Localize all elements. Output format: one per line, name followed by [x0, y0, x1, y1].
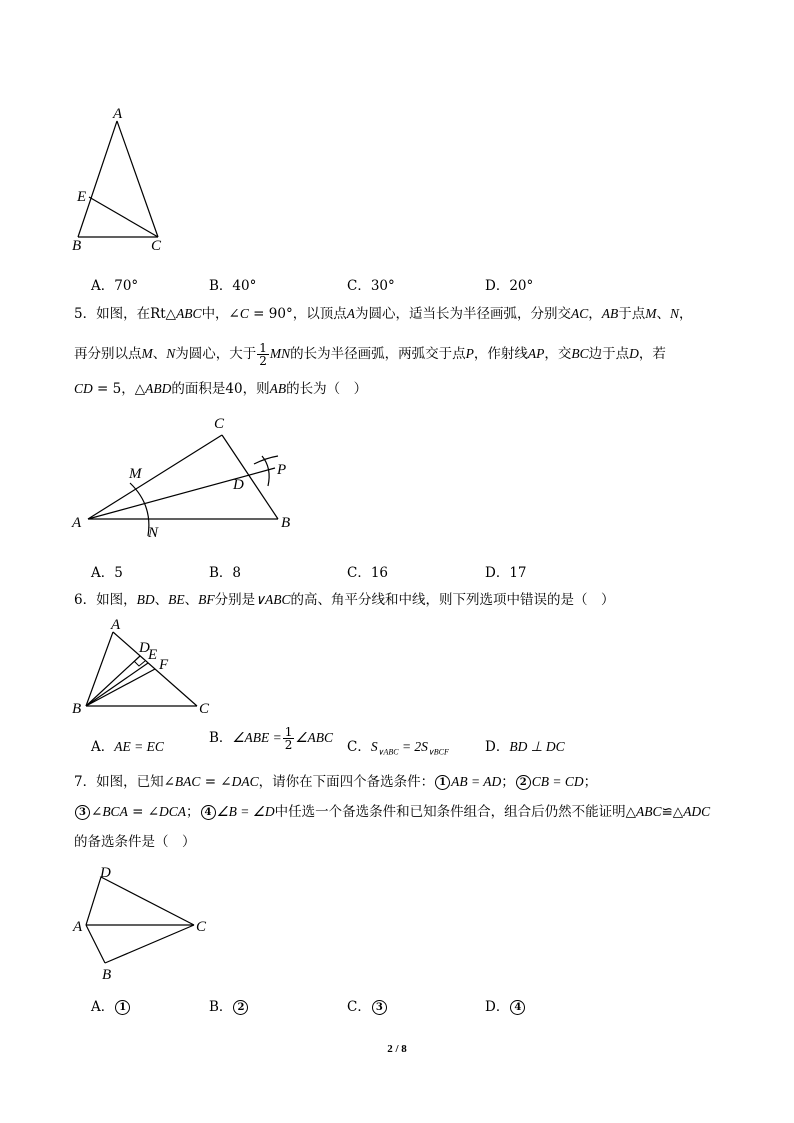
q5-label-m: M — [129, 466, 142, 482]
page-number: 2 / 8 — [387, 1043, 407, 1055]
circled-1-option: 1 — [115, 1000, 130, 1015]
q5-line-3: CD = 5，△ABD的面积是40，则AB的长为（ ） — [74, 381, 368, 397]
q7-option-c[interactable]: C． 3 — [347, 995, 388, 1015]
q4-option-a[interactable]: A．70° — [91, 278, 139, 294]
q4-label-e: E — [77, 189, 87, 205]
q4-label-a: A — [113, 106, 123, 122]
q4-option-b[interactable]: B．40° — [209, 278, 257, 294]
q6-label-c: C — [199, 701, 210, 717]
q6-option-c[interactable]: C．$S_{\vee ABC} = 2S_{\vee BCF}$ — [347, 739, 449, 757]
q5-option-b[interactable]: B．8 — [209, 565, 242, 581]
circled-2: 2 — [516, 775, 531, 790]
q5-fraction: $\frac{1}{2}$ — [259, 341, 267, 368]
q6-label-d: D — [139, 640, 150, 656]
q7-option-a[interactable]: A． 1 — [91, 995, 131, 1015]
q4-option-d[interactable]: D．20° — [485, 278, 534, 294]
q5-label-a: A — [72, 515, 82, 531]
q4-label-c: C — [151, 238, 162, 254]
circled-4: 4 — [201, 805, 216, 820]
q6-option-d[interactable]: D．BD ⊥ DC — [485, 739, 565, 755]
q5-label-d: D — [233, 477, 244, 493]
q6-question: 6．如图，BD、BE、BF分别是∨ABC的高、角平分线和中线，则下列选项中错误的是（ ） — [74, 592, 615, 608]
q7-line-2: 3 ∠BCA = ∠DCA； 4 ∠B = ∠D中任选一个备选条件和已知条件组合，组合后仍然不能证明△ABC≌△ADC — [74, 802, 710, 822]
circled-4-option: 4 — [510, 1000, 525, 1015]
q6-label-e: E — [148, 647, 158, 663]
q7-label-a: A — [73, 919, 83, 935]
q6-figure — [60, 612, 220, 722]
q7-label-b: B — [102, 967, 112, 983]
q7-option-b[interactable]: B． 2 — [209, 995, 249, 1015]
q5-label-c: C — [214, 416, 225, 432]
q7-label-c: C — [196, 919, 207, 935]
q5-figure — [60, 410, 310, 545]
q7-line-1: 7．如图，已知∠BAC = ∠DAC，请你在下面四个备选条件： 1 AB = AD； 2 CB = CD； — [74, 774, 598, 790]
q5-option-d[interactable]: D．17 — [485, 565, 527, 581]
q7-label-d: D — [100, 865, 111, 881]
q5-line-1: 5．如图，在Rt△ABC中，∠C = 90°，以顶点A为圆心，适当长为半径画弧，分别交AC，AB于点M、N， — [74, 306, 693, 322]
q5-label-p: P — [277, 462, 287, 478]
q6-label-f: F — [159, 657, 169, 673]
q5-line-2: 再分别以点M、N为圆心，大于 $\frac{1}{2}$ MN的长为半径画弧，两弧交于点P，作射线AP，交BC边于点D，若 — [74, 341, 666, 368]
circled-3-option: 3 — [372, 1000, 387, 1015]
q4-label-b: B — [72, 238, 82, 254]
q5-option-a[interactable]: A．5 — [91, 565, 123, 581]
q5-label-n: N — [148, 525, 159, 541]
q7-figure — [60, 860, 220, 985]
q4-option-c[interactable]: C．30° — [347, 278, 395, 294]
q6-label-a: A — [111, 617, 121, 633]
q6-option-b-fraction: $\frac{1}{2}$ — [284, 725, 293, 752]
q7-option-d[interactable]: D． 4 — [485, 995, 526, 1015]
circled-2-option: 2 — [233, 1000, 248, 1015]
q5-label-b: B — [281, 515, 291, 531]
q7-line-3: 的备选条件是（ ） — [74, 834, 196, 850]
q4-triangle-figure — [60, 100, 180, 260]
circled-3: 3 — [75, 805, 90, 820]
q6-label-b: B — [72, 701, 82, 717]
circled-1: 1 — [435, 775, 450, 790]
q5-option-c[interactable]: C．16 — [347, 565, 389, 581]
q6-option-a[interactable]: A．AE = EC — [91, 739, 164, 755]
q6-option-b[interactable]: B．∠ABE = $\frac{1}{2}$ ∠ABC — [209, 725, 333, 752]
